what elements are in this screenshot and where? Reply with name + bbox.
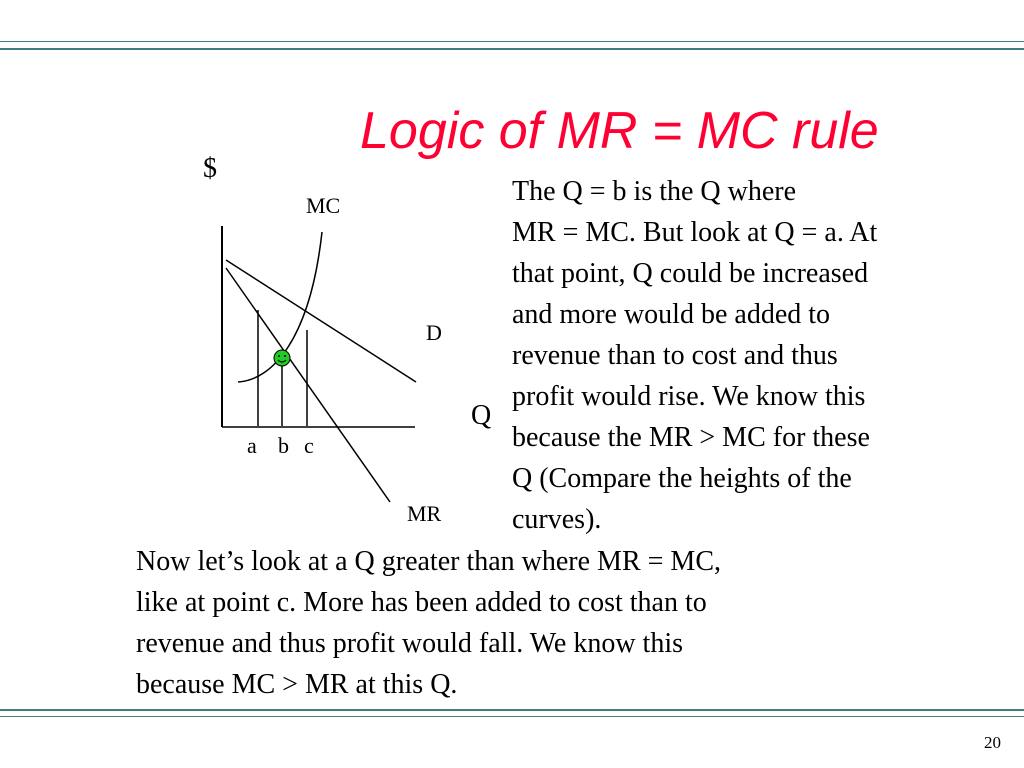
demand-curve-label: D xyxy=(426,320,442,345)
y-axis-label: $ xyxy=(203,153,217,184)
bottom-paragraph xyxy=(136,541,721,705)
bottom-rule-thin xyxy=(0,716,1024,717)
text-line: profit would rise. We know this xyxy=(512,381,866,412)
text-line: revenue than to cost and thus xyxy=(512,340,838,371)
bottom-rule-thick xyxy=(0,709,1024,711)
text-line: Q (Compare the heights of the xyxy=(512,463,852,494)
text-line: revenue and thus profit would fall. We know this xyxy=(136,628,684,659)
q-mark-a: a xyxy=(247,433,257,458)
text-line: that point, Q could be increased xyxy=(512,258,869,289)
q-mark-b: b xyxy=(278,433,289,458)
q-mark-c: c xyxy=(304,433,314,458)
text-line: like at point c. More has been added to cost than to xyxy=(136,587,707,618)
mr-curve-label: MR xyxy=(407,501,442,526)
smiley-face-icon xyxy=(274,350,290,366)
text-line: because MC > MR at this Q. xyxy=(136,669,458,700)
text-line: and more would be added to xyxy=(512,299,831,330)
mc-curve-label: MC xyxy=(306,193,341,218)
text-line: because the MR > MC for these xyxy=(512,422,870,453)
text-line: The Q = b is the Q where xyxy=(512,176,797,207)
demand-curve xyxy=(226,260,416,382)
text-line: curves). xyxy=(512,504,602,535)
slide-title: Logic of MR = MC rule xyxy=(360,102,879,160)
x-axis-label: Q xyxy=(471,400,492,431)
text-line: MR = MC. But look at Q = a. At xyxy=(512,217,878,248)
page-number: 20 xyxy=(984,733,1001,752)
right-paragraph xyxy=(512,171,877,540)
text-line: Now let’s look at a Q greater than where MR = MC, xyxy=(136,546,721,577)
